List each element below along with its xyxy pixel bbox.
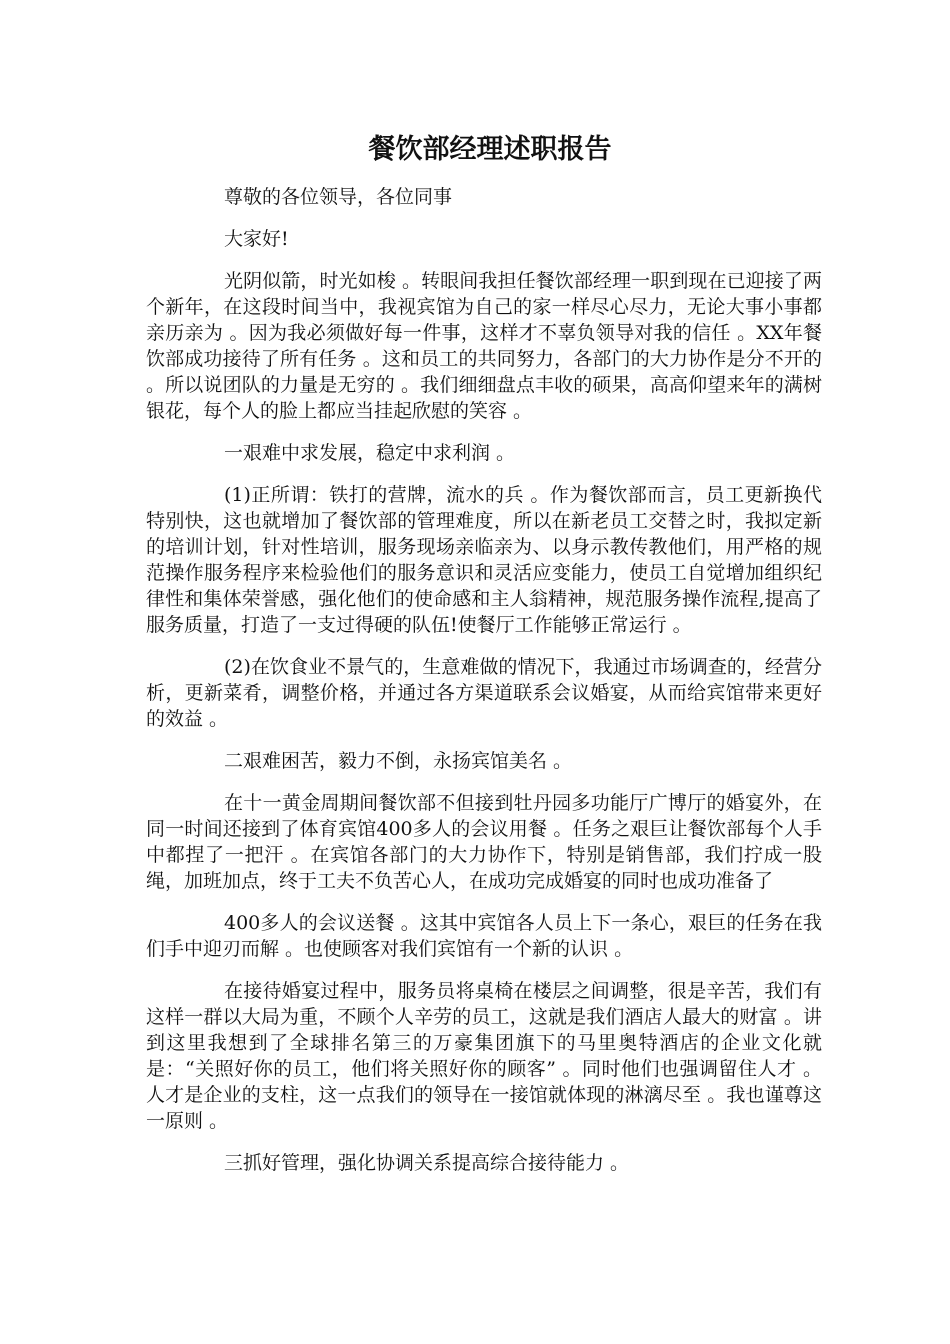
- section-heading: 二艰难困苦，毅力不倒，永扬宾馆美名 。: [224, 750, 573, 772]
- greeting: 大家好!: [224, 228, 289, 250]
- paragraph: (2)在饮食业不景气的，生意难做的情况下，我通过市场调查的，经营分析，更新菜肴，调整价格，并通过各方渠道联系会议婚宴，从而给宾馆带来更好的效益 。: [146, 656, 822, 730]
- document-title: 餐饮部经理述职报告: [368, 134, 612, 165]
- document-body: [146, 184, 822, 1192]
- paragraph: 400多人的会议送餐 。这其中宾馆各人员上下一条心，艰巨的任务在我们手中迎刃而解 。也使顾客对我们宾馆有一个新的认识 。: [146, 912, 822, 960]
- paragraph: 在十一黄金周期间餐饮部不但接到牡丹园多功能厅广博厅的婚宴外，在同一时间还接到了体育宾馆400多人的会议用餐 。任务之艰巨让餐饮部每个人手中都捏了一把汗 。在宾馆各部门的大力协作下，特别是销售部，我们拧成一股绳，加班加点，终于工夫不负苦心人，在成功完成婚宴的同时也成功准备了: [146, 792, 822, 892]
- paragraph: 光阴似箭，时光如梭 。转眼间我担任餐饮部经理一职到现在已迎接了两个新年，在这段时间当中，我视宾馆为自己的家一样尽心尽力，无论大事小事都亲历亲为 。因为我必须做好每一件事，这样才不辜负领导对我的信任 。XX年餐饮部成功接待了所有任务 。这和员工的共同努力，各部门的大力协作是分不开的 。所以说团队的力量是无穷的 。我们细细盘点丰收的硕果，高高仰望来年的满树银花，每个人的脸上都应当挂起欣慰的笑容 。: [146, 270, 822, 422]
- section-heading: 一艰难中求发展，稳定中求利润 。: [224, 442, 516, 464]
- salutation: 尊敬的各位领导，各位同事: [224, 186, 453, 208]
- paragraph: 在接待婚宴过程中，服务员将桌椅在楼层之间调整，很是辛苦，我们有这样一群以大局为重，不顾个人辛劳的员工，这就是我们酒店人最大的财富 。讲到这里我想到了全球排名第三的万豪集团旗下的马里奥特酒店的企业文化就是：“关照好你的员工，他们将关照好你的顾客” 。同时他们也强调留住人才 。人才是企业的支柱，这一点我们的领导在一接馆就体现的淋漓尽至 。我也谨尊这一原则 。: [146, 980, 822, 1132]
- paragraph: (1)正所谓：铁打的营牌，流水的兵 。作为餐饮部而言，员工更新换代特别快，这也就增加了餐饮部的管理难度，所以在新老员工交替之时，我拟定新的培训计划，针对性培训，服务现场亲临亲为、以身示教传教他们，用严格的规范操作服务程序来检验他们的服务意识和灵活应变能力，使员工自觉增加组织纪律性和集体荣誉感，强化他们的使命感和主人翁精神，规范服务操作流程,提高了服务质量，打造了一支过得硬的队伍!使餐厅工作能够正常运行 。: [146, 484, 822, 636]
- section-heading: 三抓好管理，强化协调关系提高综合接待能力 。: [224, 1152, 630, 1174]
